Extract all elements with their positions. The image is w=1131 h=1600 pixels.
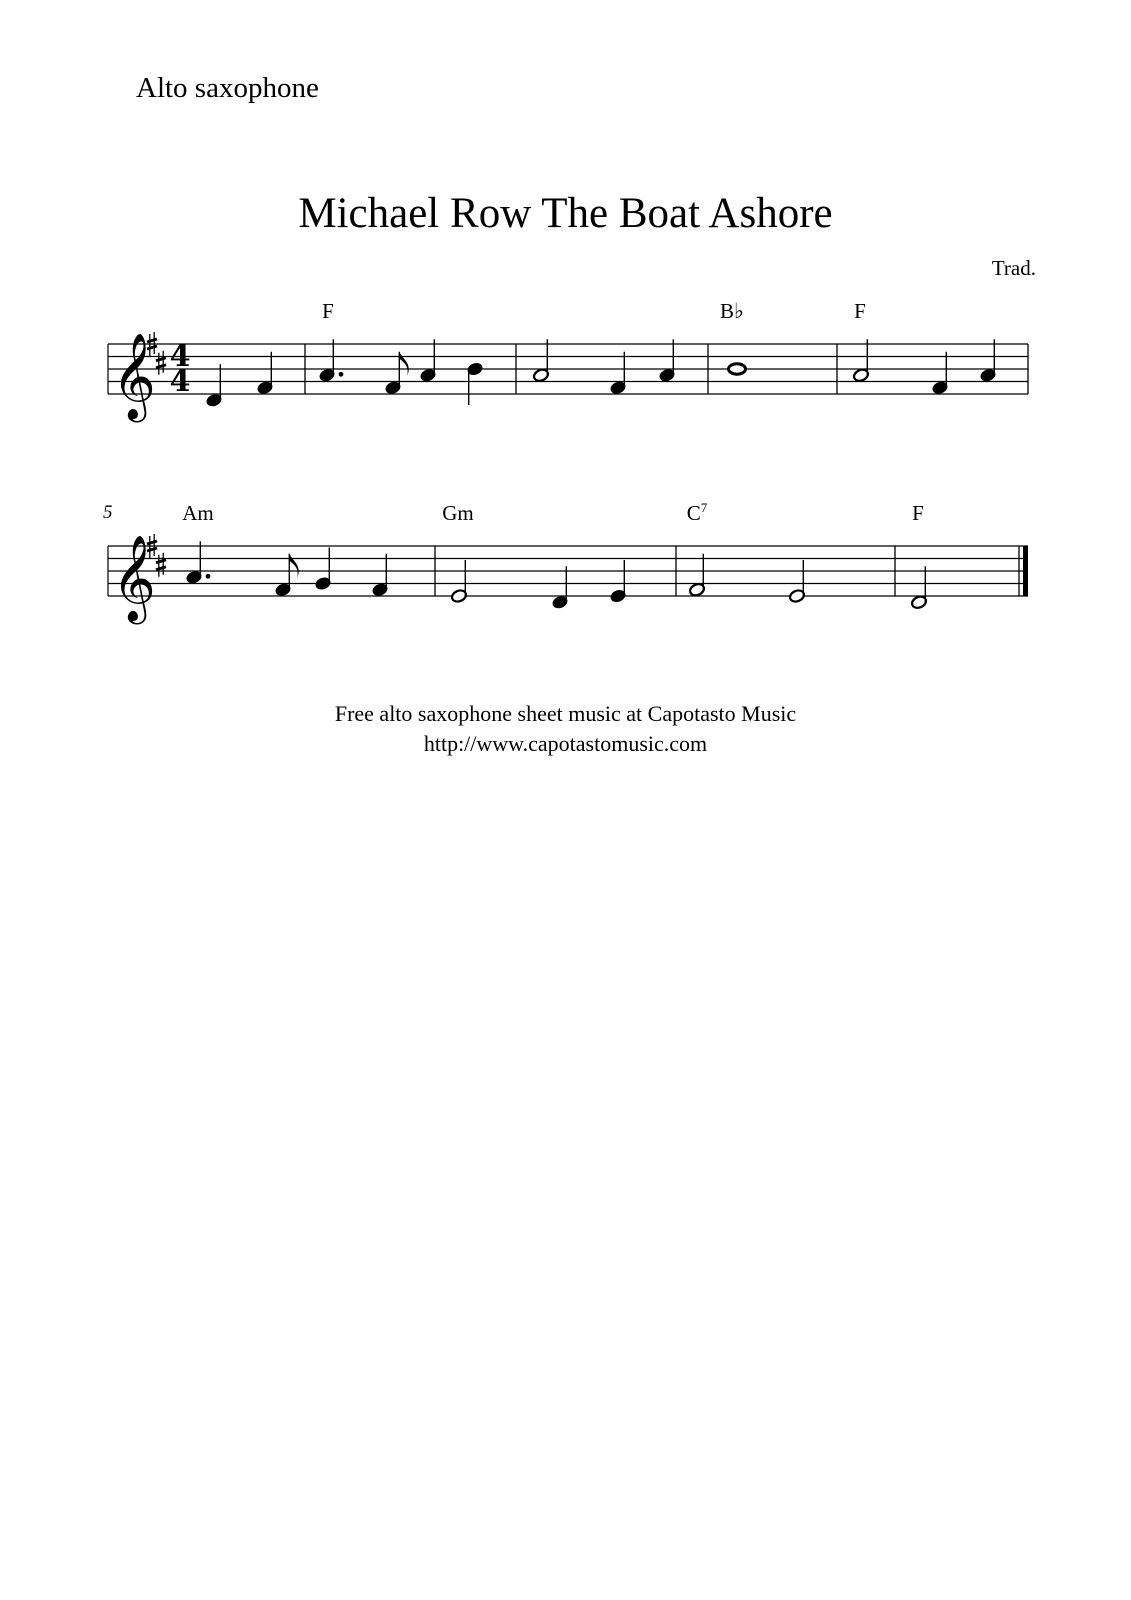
chord-symbol: F: [912, 501, 924, 525]
measure-number: 5: [103, 502, 113, 523]
footer: [0, 699, 1131, 759]
chord-symbol: F: [322, 299, 334, 323]
note-head: [729, 364, 746, 374]
composer-credit: Trad.: [991, 256, 1036, 280]
footer-credit: Free alto saxophone sheet music at Capotasto Music: [334, 701, 797, 726]
eighth-flag: [289, 554, 298, 578]
instrument-label: Alto saxophone: [136, 72, 319, 104]
sharp-icon: [156, 351, 166, 375]
svg-text:𝄞: 𝄞: [112, 333, 156, 419]
music-score: [0, 0, 1131, 680]
chord-symbol: F: [854, 299, 866, 323]
chord-symbol: Am: [182, 501, 214, 525]
time-signature-top: 4: [169, 339, 191, 374]
song-title: Michael Row The Boat Ashore: [298, 190, 833, 237]
chord-symbol: $C^7$: [686, 500, 708, 525]
augmentation-dot: [339, 372, 344, 377]
sharp-icon: [156, 553, 166, 577]
footer-url[interactable]: http://www.capotastomusic.com: [423, 731, 708, 756]
chord-symbol: Gm: [442, 501, 474, 525]
time-signature-bottom: 4: [169, 364, 191, 399]
svg-text:𝄞: 𝄞: [112, 535, 156, 621]
augmentation-dot: [206, 574, 211, 579]
chord-symbol: B♭: [720, 299, 744, 323]
eighth-flag: [399, 352, 408, 376]
final-barline-thick: [1023, 546, 1028, 596]
